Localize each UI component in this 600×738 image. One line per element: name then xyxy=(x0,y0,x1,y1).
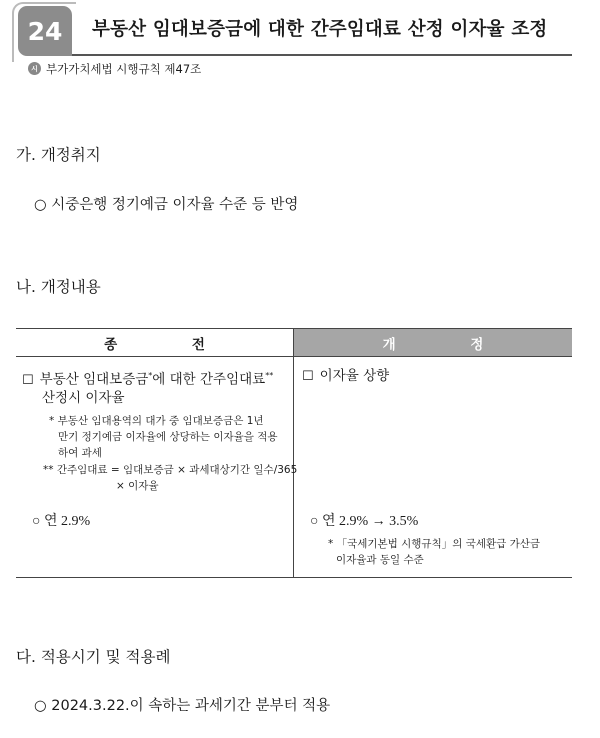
table-header-after: 개 정 xyxy=(294,329,572,356)
before-item-text-2: 에 대한 간주임대료 xyxy=(152,371,266,388)
table-header-rule xyxy=(16,356,572,357)
section-number-badge: 24 xyxy=(18,6,72,56)
after-note-line2: 이자율과 동일 수준 xyxy=(336,554,424,566)
after-item xyxy=(302,366,389,387)
section-heading-effective: 다. 적용시기 및 적용례 xyxy=(16,648,171,666)
amendment-table xyxy=(16,328,572,578)
before-note1-line3: 하여 과세 xyxy=(58,447,102,459)
before-note1-line2: 만기 정기예금 이자율에 상당하는 이자율을 적용 xyxy=(58,431,278,443)
after-rate: ○ 연 2.9% → 3.5% xyxy=(310,514,419,529)
footnote-mark-2: ** xyxy=(265,371,274,380)
after-item-text: 이자율 상향 xyxy=(319,368,390,384)
table-column-divider xyxy=(293,328,294,578)
table-bottom-rule xyxy=(16,577,572,578)
law-reference: 부가가치세법 시행규칙 제47조 xyxy=(46,62,202,76)
title-underline xyxy=(72,54,572,56)
footnote-mark-1: * xyxy=(148,371,153,380)
checkbox-square-icon: ☐ xyxy=(22,372,34,388)
after-note-line1: * 「국세기본법 시행규칙」의 국세환급 가산금 xyxy=(328,538,541,550)
before-note1-line1: * 부동산 임대용역의 대가 중 임대보증금은 1년 xyxy=(49,415,264,427)
before-note2-line2: × 이자율 xyxy=(116,480,159,492)
page-title: 부동산 임대보증금에 대한 간주임대료 산정 이자율 조정 xyxy=(92,19,548,40)
before-item xyxy=(22,366,273,391)
before-item-line2: 산정시 이자율 xyxy=(42,390,125,406)
section-heading-content: 나. 개정내용 xyxy=(16,278,101,296)
table-header-before: 종 전 xyxy=(104,336,205,353)
before-note2-line1: ** 간주임대료 = 임대보증금 × 과세대상기간 일수/365 xyxy=(43,464,298,476)
effective-bullet: ○ 2024.3.22.이 속하는 과세기간 분부터 적용 xyxy=(34,698,331,714)
table-top-rule xyxy=(16,328,572,329)
law-ref-icon: 시 xyxy=(28,62,41,75)
before-item-text-1: 부동산 임대보증금 xyxy=(39,371,149,388)
before-rate: ○ 연 2.9% xyxy=(32,514,91,529)
purpose-bullet: ○ 시중은행 정기예금 이자율 수준 등 반영 xyxy=(34,197,299,213)
section-heading-purpose: 가. 개정취지 xyxy=(16,146,101,164)
checkbox-square-icon: ☐ xyxy=(302,369,314,384)
